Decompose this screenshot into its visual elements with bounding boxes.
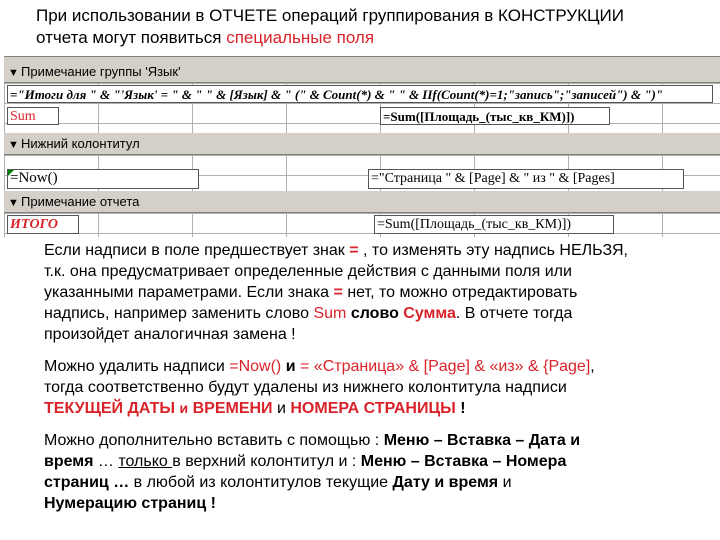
- p1-text-d: указанными параметрами. Если знака: [44, 284, 334, 301]
- p2-page-expr: = «Страница» & [Page] & «из» & {Page]: [300, 358, 591, 375]
- p2-time: ВРЕМЕНИ: [188, 400, 273, 417]
- section-group-footer[interactable]: [4, 61, 720, 83]
- p1-equals-2: =: [333, 284, 348, 301]
- p3-text-c: в верхний колонтитул и :: [172, 453, 361, 470]
- report-footer-grid: [4, 213, 720, 237]
- p2-and-2: и: [272, 400, 291, 417]
- p1-text-b: , то изменять эту надпись НЕЛЬЗЯ,: [358, 242, 628, 259]
- now-field[interactable]: =Now(): [7, 169, 199, 189]
- paragraph-3-line-1: [44, 430, 704, 451]
- p2-text-d: тогда соответственно будут удалены из нижнего колонтитула надписи: [44, 379, 567, 396]
- section-arrow-icon: ▼: [8, 67, 19, 79]
- section-group-footer-label: Примечание группы 'Язык': [21, 64, 181, 79]
- p2-text-b: и: [281, 358, 300, 375]
- p3-page-numbering: Нумерацию страниц !: [44, 495, 216, 512]
- p3-menu-1b: время: [44, 453, 94, 470]
- p3-text-a: Можно дополнительно вставить с помощью :: [44, 432, 384, 449]
- section-page-footer[interactable]: [4, 133, 720, 155]
- heading-line-2: [36, 27, 706, 49]
- p2-text-c: ,: [590, 358, 595, 375]
- p1-sum-word: Sum: [313, 305, 347, 322]
- p3-text-d: в любой из колонтитулов текущие: [129, 474, 393, 491]
- group-summary-field[interactable]: ="Итоги для " & "'Язык' = " & " " & [Язык] & " (" & Count(*) & " " & IIf(Count(*)=1;"запись";"записей") & ")": [7, 85, 713, 103]
- p3-menu-2: Меню – Вставка – Номера: [360, 453, 567, 470]
- paragraph-3: [44, 430, 704, 514]
- p1-text-c: т.к. она предусматривает определенные действия с данными поля или: [44, 263, 572, 280]
- section-page-footer-label: Нижний колонтитул: [21, 136, 140, 151]
- p1-text-i: произойдет аналогичная замена !: [44, 326, 296, 343]
- heading-line-1: При использовании в ОТЧЕТЕ операций группирования в КОНСТРУКЦИИ: [36, 6, 624, 25]
- section-report-footer-label: Примечание отчета: [21, 194, 140, 209]
- p2-and-1: и: [179, 400, 189, 416]
- paragraph-1-line-3: [44, 282, 704, 303]
- paragraph-2-line-1: [44, 356, 704, 377]
- heading-line-2-text: отчета могут появиться: [36, 28, 227, 47]
- paragraph-3-line-3: [44, 472, 704, 493]
- p3-only: только: [118, 453, 173, 470]
- p2-page-num: НОМЕРА СТРАНИЦЫ: [290, 400, 456, 417]
- p1-text-h: . В отчете тогда: [455, 305, 573, 322]
- page-footer-grid: [4, 155, 720, 191]
- p1-equals: =: [349, 242, 359, 259]
- p1-text-a: Если надписи в поле предшествует знак: [44, 242, 350, 259]
- p1-text-f: надпись, например заменить слово: [44, 305, 314, 322]
- p2-text-a: Можно удалить надписи: [44, 358, 230, 375]
- p1-summa-word: Сумма: [403, 305, 456, 322]
- paragraph-1: [44, 240, 704, 345]
- p2-date-time: ТЕКУЩЕЙ ДАТЫ: [44, 400, 180, 417]
- paragraph-2-line-3: [44, 398, 704, 419]
- p3-text-b: …: [93, 453, 119, 470]
- p2-excl: !: [455, 400, 466, 417]
- paragraph-2: [44, 356, 704, 419]
- p2-now: =Now(): [229, 358, 282, 375]
- p3-menu-2b: страниц …: [44, 474, 130, 491]
- heading-special-fields: специальные поля: [226, 28, 375, 47]
- p1-text-g: слово: [346, 305, 404, 322]
- itogo-label[interactable]: ИТОГО: [7, 215, 79, 234]
- sum-area-field[interactable]: =Sum([Площадь_(тыс_кв_КМ)]): [380, 107, 610, 125]
- p3-date-time: Дату и время: [392, 474, 499, 491]
- paragraph-3-line-2: [44, 451, 704, 472]
- p3-menu-1: Меню – Вставка – Дата и: [383, 432, 581, 449]
- p3-text-e: и: [498, 474, 512, 491]
- page-number-field[interactable]: ="Страница " & [Page] & " из " & [Pages]: [368, 169, 684, 189]
- paragraph-1-line-4: [44, 303, 704, 324]
- total-area-field[interactable]: =Sum([Площадь_(тыс_кв_КМ)]): [374, 215, 614, 234]
- paragraph-1-line-1: [44, 240, 704, 261]
- group-footer-grid: [4, 83, 720, 133]
- slide-heading: [36, 5, 706, 49]
- section-report-footer[interactable]: [4, 191, 720, 213]
- error-indicator-icon: [8, 170, 14, 176]
- report-designer: [4, 56, 720, 236]
- section-arrow-icon: ▼: [8, 139, 19, 151]
- p1-text-e: нет, то можно отредактировать: [347, 284, 578, 301]
- section-arrow-icon: ▼: [8, 197, 19, 209]
- sum-label[interactable]: Sum: [7, 107, 59, 125]
